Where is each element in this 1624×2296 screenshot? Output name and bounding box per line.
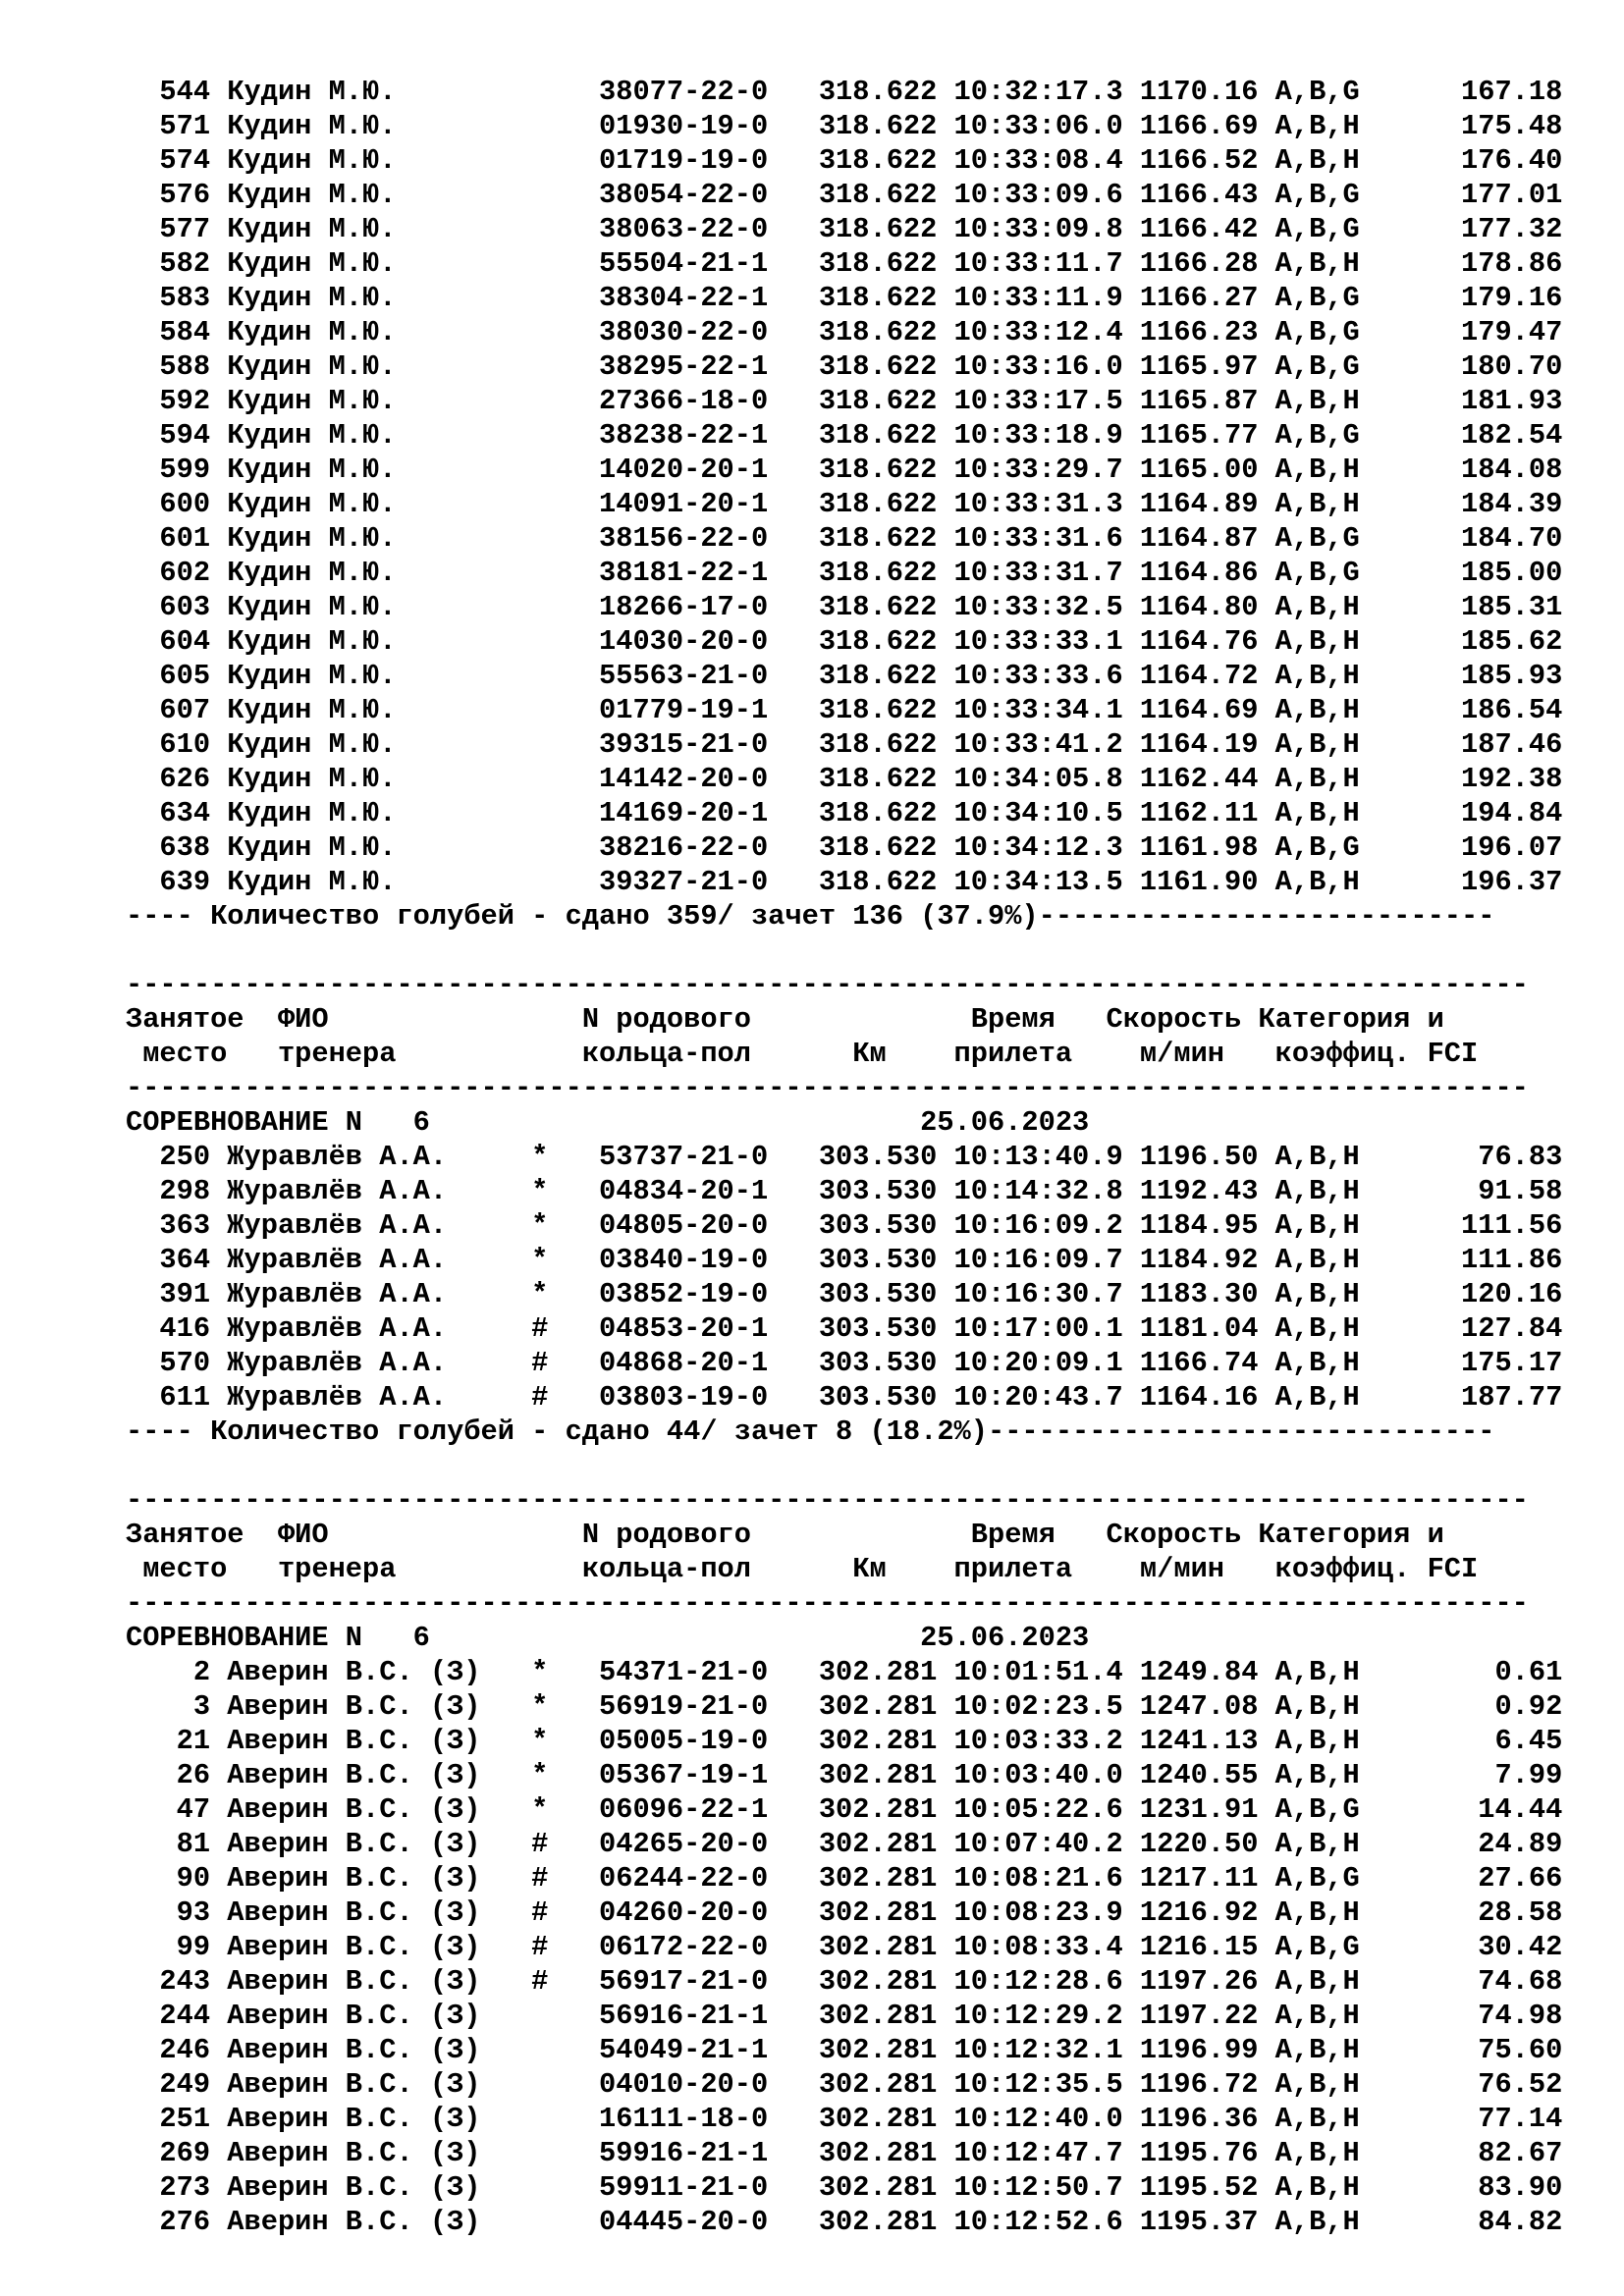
result-row: 605 Кудин М.Ю. 55563-21-0 318.622 10:33:33.6 1164.72 A,B,H 185.93 <box>126 660 1563 692</box>
result-row: 251 Аверин В.С. (З) 16111-18-0 302.281 10:12:40.0 1196.36 A,B,H 77.14 <box>126 2103 1563 2135</box>
table-header-line-2: место тренера кольца-пол Км прилета м/мин коэффиц. FCI <box>126 1038 1479 1070</box>
result-row: 582 Кудин М.Ю. 55504-21-1 318.622 10:33:11.7 1166.28 A,B,H 178.86 <box>126 247 1563 280</box>
result-row: 607 Кудин М.Ю. 01779-19-1 318.622 10:33:34.1 1164.69 A,B,H 186.54 <box>126 694 1563 726</box>
competition-line: СОРЕВНОВАНИЕ N 6 25.06.2023 <box>126 1106 1090 1139</box>
result-row: 26 Аверин В.С. (З) * 05367-19-1 302.281 10:03:40.0 1240.55 A,B,H 7.99 <box>126 1759 1563 1791</box>
result-row: 90 Аверин В.С. (З) # 06244-22-0 302.281 10:08:21.6 1217.11 A,B,G 27.66 <box>126 1862 1563 1895</box>
result-row: 604 Кудин М.Ю. 14030-20-0 318.622 10:33:33.1 1164.76 A,B,H 185.62 <box>126 625 1563 658</box>
blank-line <box>126 1449 1562 1483</box>
result-row: 594 Кудин М.Ю. 38238-22-1 318.622 10:33:18.9 1165.77 A,B,G 182.54 <box>126 419 1563 452</box>
result-row: 276 Аверин В.С. (З) 04445-20-0 302.281 10:12:52.6 1195.37 A,B,H 84.82 <box>126 2206 1563 2238</box>
result-row: 638 Кудин М.Ю. 38216-22-0 318.622 10:34:12.3 1161.98 A,B,G 196.07 <box>126 831 1563 864</box>
table-header-line-2: место тренера кольца-пол Км прилета м/мин коэффиц. FCI <box>126 1553 1479 1585</box>
table-header-line-1: Занятое ФИО N родового Время Скорость Категория и <box>126 1003 1444 1036</box>
result-row: 3 Аверин В.С. (З) * 56919-21-0 302.281 10:02:23.5 1247.08 A,B,H 0.92 <box>126 1690 1563 1723</box>
result-row: 583 Кудин М.Ю. 38304-22-1 318.622 10:33:11.9 1166.27 A,B,G 179.16 <box>126 282 1563 314</box>
result-row: 364 Журавлёв А.А. * 03840-19-0 303.530 10:16:09.7 1184.92 A,B,H 111.86 <box>126 1244 1563 1276</box>
result-row: 249 Аверин В.С. (З) 04010-20-0 302.281 10:12:35.5 1196.72 A,B,H 76.52 <box>126 2068 1563 2101</box>
result-row: 584 Кудин М.Ю. 38030-22-0 318.622 10:33:12.4 1166.23 A,B,G 179.47 <box>126 316 1563 348</box>
results-printout <box>126 75 1562 2239</box>
result-row: 244 Аверин В.С. (З) 56916-21-1 302.281 10:12:29.2 1197.22 A,B,H 74.98 <box>126 2000 1563 2032</box>
result-row: 599 Кудин М.Ю. 14020-20-1 318.622 10:33:29.7 1165.00 A,B,H 184.08 <box>126 454 1563 486</box>
blank-line <box>126 934 1562 968</box>
result-row: 81 Аверин В.С. (З) # 04265-20-0 302.281 10:07:40.2 1220.50 A,B,H 24.89 <box>126 1828 1563 1860</box>
group-summary-line: ---- Количество голубей - сдано 44/ зачет 8 (18.2%)------------------------------ <box>126 1415 1495 1448</box>
result-row: 576 Кудин М.Ю. 38054-22-0 318.622 10:33:09.6 1166.43 A,B,G 177.01 <box>126 179 1563 211</box>
separator-line: ----------------------------------------------------------------------------------- <box>126 969 1529 1001</box>
result-row: 626 Кудин М.Ю. 14142-20-0 318.622 10:34:05.8 1162.44 A,B,H 192.38 <box>126 763 1563 795</box>
result-row: 93 Аверин В.С. (З) # 04260-20-0 302.281 10:08:23.9 1216.92 A,B,H 28.58 <box>126 1896 1563 1929</box>
result-row: 610 Кудин М.Ю. 39315-21-0 318.622 10:33:41.2 1164.19 A,B,H 187.46 <box>126 728 1563 761</box>
result-row: 243 Аверин В.С. (З) # 56917-21-0 302.281 10:12:28.6 1197.26 A,B,H 74.68 <box>126 1965 1563 1998</box>
result-row: 298 Журавлёв А.А. * 04834-20-1 303.530 10:14:32.8 1192.43 A,B,H 91.58 <box>126 1175 1563 1207</box>
result-row: 588 Кудин М.Ю. 38295-22-1 318.622 10:33:16.0 1165.97 A,B,G 180.70 <box>126 350 1563 383</box>
result-row: 639 Кудин М.Ю. 39327-21-0 318.622 10:34:13.5 1161.90 A,B,H 196.37 <box>126 866 1563 898</box>
result-row: 592 Кудин М.Ю. 27366-18-0 318.622 10:33:17.5 1165.87 A,B,H 181.93 <box>126 385 1563 417</box>
result-row: 634 Кудин М.Ю. 14169-20-1 318.622 10:34:10.5 1162.11 A,B,H 194.84 <box>126 797 1563 829</box>
result-row: 391 Журавлёв А.А. * 03852-19-0 303.530 10:16:30.7 1183.30 A,B,H 120.16 <box>126 1278 1563 1310</box>
result-row: 570 Журавлёв А.А. # 04868-20-1 303.530 10:20:09.1 1166.74 A,B,H 175.17 <box>126 1347 1563 1379</box>
result-row: 544 Кудин М.Ю. 38077-22-0 318.622 10:32:17.3 1170.16 A,B,G 167.18 <box>126 76 1563 108</box>
result-row: 577 Кудин М.Ю. 38063-22-0 318.622 10:33:09.8 1166.42 A,B,G 177.32 <box>126 213 1563 245</box>
result-row: 416 Журавлёв А.А. # 04853-20-1 303.530 10:17:00.1 1181.04 A,B,H 127.84 <box>126 1312 1563 1345</box>
result-row: 363 Журавлёв А.А. * 04805-20-0 303.530 10:16:09.2 1184.95 A,B,H 111.56 <box>126 1209 1563 1242</box>
result-row: 600 Кудин М.Ю. 14091-20-1 318.622 10:33:31.3 1164.89 A,B,H 184.39 <box>126 488 1563 520</box>
result-row: 21 Аверин В.С. (З) * 05005-19-0 302.281 10:03:33.2 1241.13 A,B,H 6.45 <box>126 1725 1563 1757</box>
result-row: 602 Кудин М.Ю. 38181-22-1 318.622 10:33:31.7 1164.86 A,B,G 185.00 <box>126 557 1563 589</box>
result-row: 603 Кудин М.Ю. 18266-17-0 318.622 10:33:32.5 1164.80 A,B,H 185.31 <box>126 591 1563 623</box>
separator-line: ----------------------------------------------------------------------------------- <box>126 1072 1529 1104</box>
result-row: 250 Журавлёв А.А. * 53737-21-0 303.530 10:13:40.9 1196.50 A,B,H 76.83 <box>126 1141 1563 1173</box>
result-row: 611 Журавлёв А.А. # 03803-19-0 303.530 10:20:43.7 1164.16 A,B,H 187.77 <box>126 1381 1563 1414</box>
result-row: 601 Кудин М.Ю. 38156-22-0 318.622 10:33:31.6 1164.87 A,B,G 184.70 <box>126 522 1563 555</box>
result-row: 273 Аверин В.С. (З) 59911-21-0 302.281 10:12:50.7 1195.52 A,B,H 83.90 <box>126 2171 1563 2204</box>
result-row: 574 Кудин М.Ю. 01719-19-0 318.622 10:33:08.4 1166.52 A,B,H 176.40 <box>126 144 1563 177</box>
result-row: 47 Аверин В.С. (З) * 06096-22-1 302.281 10:05:22.6 1231.91 A,B,G 14.44 <box>126 1793 1563 1826</box>
group-summary-line: ---- Количество голубей - сдано 359/ зачет 136 (37.9%)--------------------------- <box>126 900 1495 933</box>
table-header-line-1: Занятое ФИО N родового Время Скорость Категория и <box>126 1519 1444 1551</box>
result-row: 99 Аверин В.С. (З) # 06172-22-0 302.281 10:08:33.4 1216.15 A,B,G 30.42 <box>126 1931 1563 1963</box>
separator-line: ----------------------------------------------------------------------------------- <box>126 1587 1529 1620</box>
result-row: 269 Аверин В.С. (З) 59916-21-1 302.281 10:12:47.7 1195.76 A,B,H 82.67 <box>126 2137 1563 2169</box>
competition-line: СОРЕВНОВАНИЕ N 6 25.06.2023 <box>126 1622 1090 1654</box>
result-row: 246 Аверин В.С. (З) 54049-21-1 302.281 10:12:32.1 1196.99 A,B,H 75.60 <box>126 2034 1563 2066</box>
result-row: 2 Аверин В.С. (З) * 54371-21-0 302.281 10:01:51.4 1249.84 A,B,H 0.61 <box>126 1656 1563 1688</box>
result-row: 571 Кудин М.Ю. 01930-19-0 318.622 10:33:06.0 1166.69 A,B,H 175.48 <box>126 110 1563 142</box>
separator-line: ----------------------------------------------------------------------------------- <box>126 1484 1529 1517</box>
